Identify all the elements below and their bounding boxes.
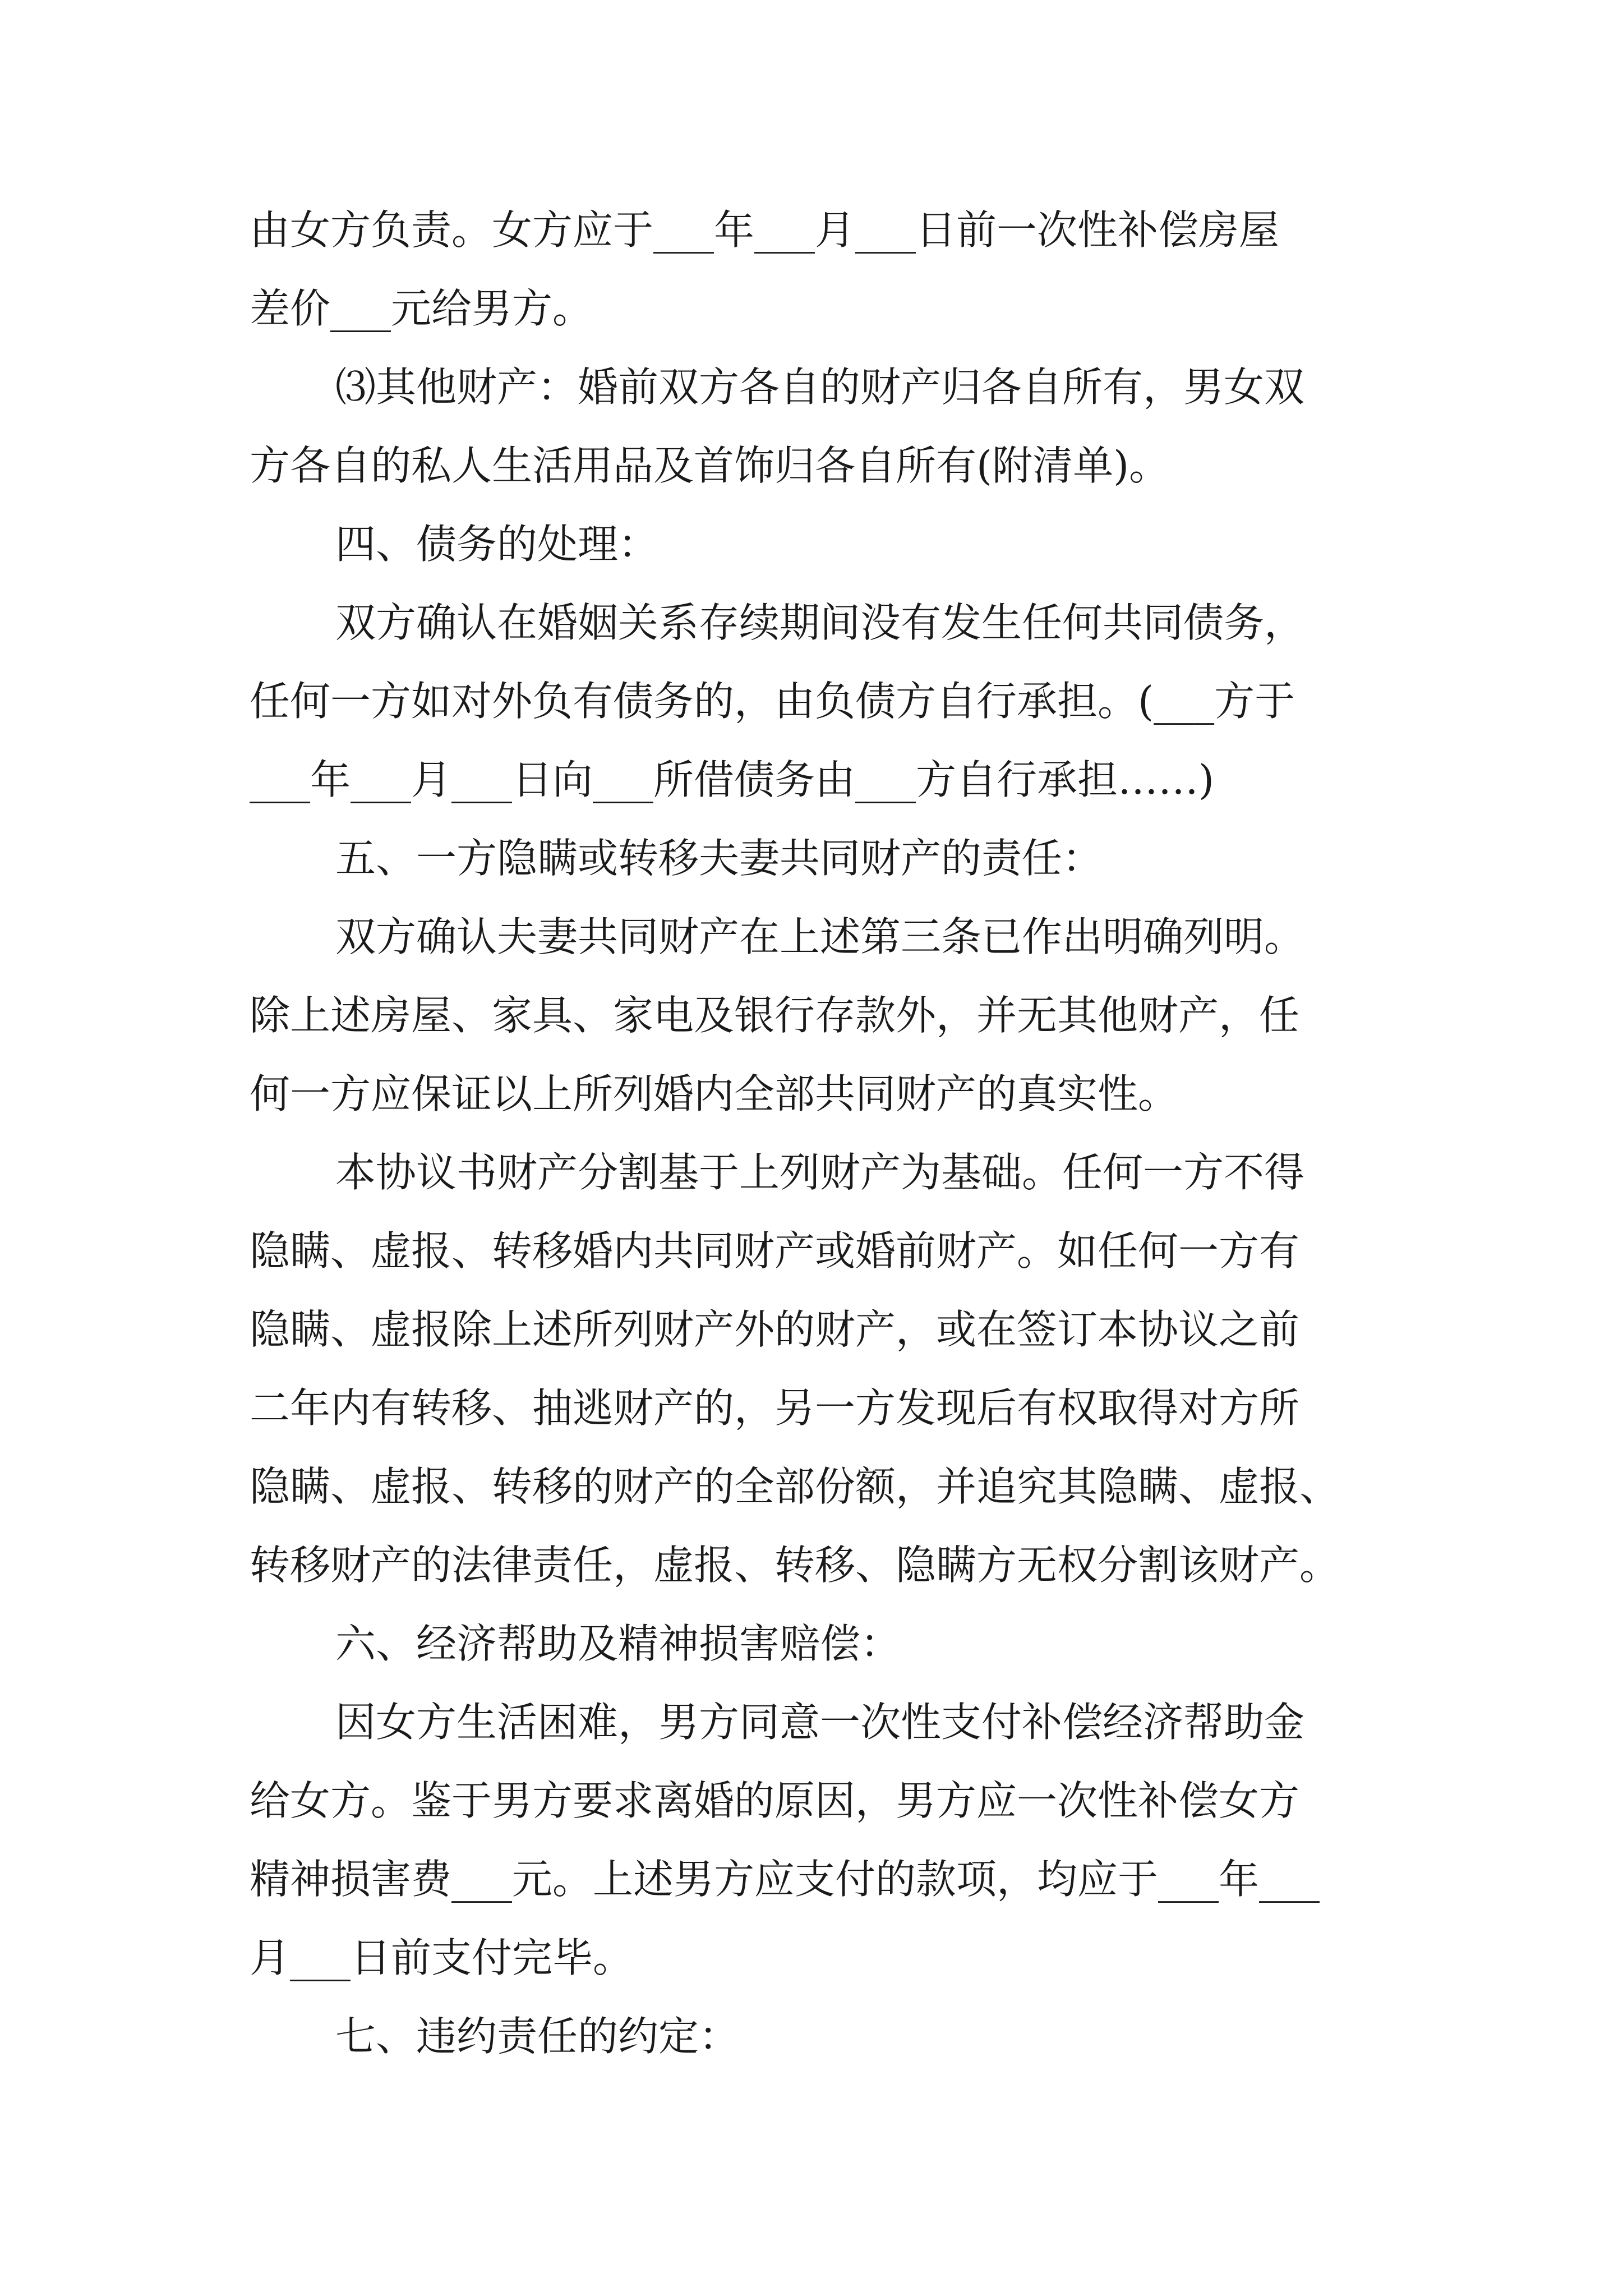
text-line: 任何一方如对外负有债务的，由负债方自行承担。(___方于 [250,678,1295,725]
text-line: 月___日前支付完毕。 [250,1934,634,1981]
text-line: 给女方。鉴于男方要求离婚的原因，男方应一次性补偿女方 [250,1777,1300,1824]
text-line: 精神损害费___元。上述男方应支付的款项，均应于___年___ [250,1856,1320,1903]
section-heading: 七、违约责任的约定： [335,2013,740,2060]
section-heading: 五、一方隐瞒或转移夫妻共同财产的责任： [335,835,1103,882]
section-heading: 六、经济帮助及精神损害赔偿： [335,1620,901,1667]
text-line: 双方确认夫妻共同财产在上述第三条已作出明确列明。 [335,913,1305,960]
text-line: 隐瞒、虚报除上述所列财产外的财产，或在签订本协议之前 [250,1306,1300,1353]
text-line: 隐瞒、虚报、转移的财产的全部份额，并追究其隐瞒、虚报、 [250,1463,1340,1510]
text-line: ⑶其他财产：婚前双方各自的财产归各自所有，男女双 [335,364,1305,411]
text-line: 由女方负责。女方应于___年___月___日前一次性补偿房屋 [250,206,1280,254]
text-line: 何一方应保证以上所列婚内全部共同财产的真实性。 [250,1070,1179,1117]
text-line: 隐瞒、虚报、转移婚内共同财产或婚前财产。如任何一方有 [250,1227,1300,1274]
text-line: 转移财产的法律责任，虚报、转移、隐瞒方无权分割该财产。 [250,1542,1340,1589]
section-heading: 四、债务的处理： [335,521,659,568]
text-line: 方各自的私人生活用品及首饰归各自所有(附清单)。 [250,442,1170,489]
text-line: ___年___月___日向___所借债务由___方自行承担……) [250,756,1215,803]
text-line: 除上述房屋、家具、家电及银行存款外，并无其他财产，任 [250,992,1300,1039]
text-line: 二年内有转移、抽逃财产的，另一方发现后有权取得对方所 [250,1384,1300,1432]
text-line: 差价___元给男方。 [250,285,593,332]
text-line: 本协议书财产分割基于上列财产为基础。任何一方不得 [335,1149,1305,1196]
text-line: 双方确认在婚姻关系存续期间没有发生任何共同债务， [335,599,1305,646]
text-line: 因女方生活困难，男方同意一次性支付补偿经济帮助金 [335,1699,1305,1746]
